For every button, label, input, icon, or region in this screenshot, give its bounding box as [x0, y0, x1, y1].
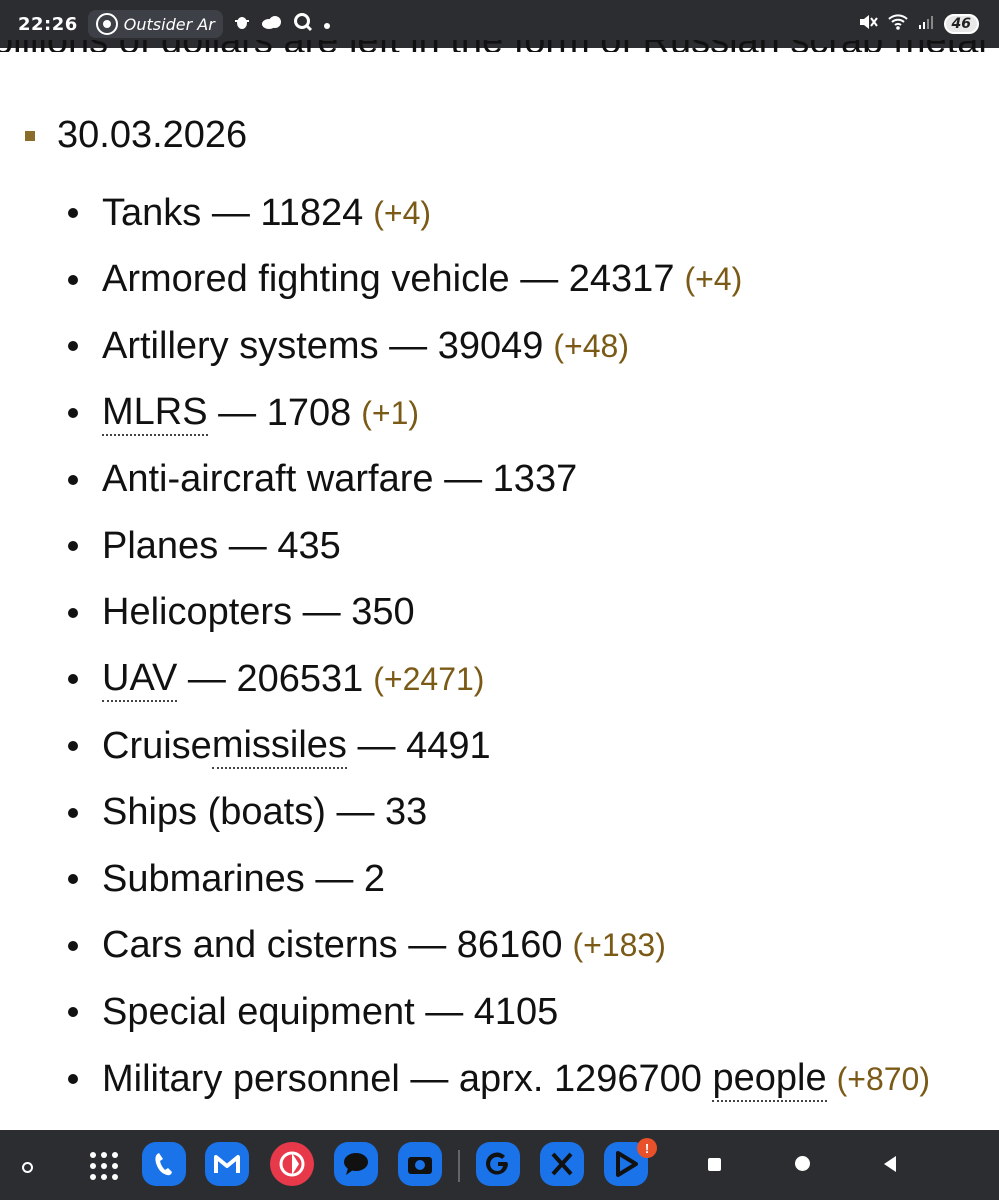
wifi-icon: [888, 13, 908, 36]
app-notification-icon: [96, 13, 118, 35]
item-name: Planes: [102, 524, 219, 567]
item-value: aprx. 1296700: [458, 1057, 702, 1100]
bullet-icon: [68, 874, 78, 884]
report-date: 30.03.2026: [57, 114, 248, 156]
bullet-icon: [68, 608, 78, 618]
list-item: [68, 846, 930, 913]
phone-app-icon[interactable]: [142, 1142, 186, 1186]
battery-indicator: 46: [944, 14, 979, 34]
messages-app-icon[interactable]: [334, 1142, 378, 1186]
separator: —: [315, 857, 354, 900]
item-name: Helicopters: [102, 591, 293, 634]
item-value: 33: [385, 791, 428, 834]
people-abbreviation[interactable]: people: [712, 1057, 826, 1102]
recent-small-icon[interactable]: [22, 1162, 33, 1173]
list-item: [68, 247, 930, 314]
separator: —: [410, 1057, 449, 1100]
mail-app-icon[interactable]: [205, 1142, 249, 1186]
list-item: [68, 979, 930, 1046]
list-item: [68, 713, 930, 780]
item-delta: (+2471): [373, 660, 485, 697]
mute-icon: [858, 12, 878, 37]
separator: —: [520, 258, 559, 301]
list-item: [68, 580, 930, 647]
dock-divider: [458, 1150, 460, 1182]
browser-app-icon[interactable]: [270, 1142, 314, 1186]
item-value: 4491: [406, 724, 491, 767]
list-item: [68, 446, 930, 513]
item-delta: (+48): [553, 327, 629, 364]
home-button[interactable]: [795, 1156, 810, 1171]
status-time: 22:26: [18, 13, 78, 35]
item-name: Military personnel: [102, 1057, 400, 1100]
separator: —: [218, 391, 257, 434]
item-delta: (+4): [684, 261, 743, 298]
search-icon: [293, 12, 313, 37]
separator: —: [302, 591, 341, 634]
item-delta: (+183): [572, 927, 666, 964]
list-item: [68, 779, 930, 846]
item-value: 435: [277, 524, 341, 567]
item-delta: (+1): [361, 394, 420, 431]
dot-icon: [323, 14, 331, 35]
bullet-icon: [68, 341, 78, 351]
missiles-abbreviation[interactable]: missiles: [212, 724, 347, 769]
google-app-icon[interactable]: [476, 1142, 520, 1186]
item-value: 39049: [437, 324, 544, 367]
item-name: Anti-aircraft warfare: [102, 458, 434, 501]
item-delta: (+4): [373, 194, 432, 231]
list-item: [68, 380, 930, 447]
cloud-icon: [261, 14, 283, 35]
item-name: Tanks: [102, 191, 202, 234]
bullet-icon: [68, 808, 78, 818]
item-value: 2: [363, 857, 386, 900]
separator: —: [425, 990, 464, 1033]
list-item: [68, 1046, 930, 1113]
bullet-icon: [68, 541, 78, 551]
item-value: 4105: [473, 990, 559, 1033]
separator: —: [211, 191, 250, 234]
bug-icon: [233, 13, 251, 36]
item-name: Ships (boats): [102, 791, 326, 834]
list-item: [68, 913, 930, 980]
item-name: Cruise: [102, 724, 212, 767]
list-item: [68, 180, 930, 247]
date-list-item: [25, 114, 247, 157]
item-name: Special equipment: [102, 990, 415, 1033]
mlrs-abbreviation[interactable]: MLRS: [102, 391, 208, 436]
item-name: Submarines: [102, 857, 305, 900]
separator: —: [389, 324, 428, 367]
item-value: 350: [351, 591, 415, 634]
list-item: [68, 513, 930, 580]
item-value: 1337: [492, 458, 578, 501]
back-button[interactable]: [884, 1156, 896, 1172]
item-value: 11824: [260, 191, 364, 234]
item-name: Cars and cisterns: [102, 924, 398, 967]
signal-icon: [918, 14, 934, 35]
item-value: 86160: [456, 924, 563, 967]
bullet-icon: [68, 408, 78, 418]
item-value: 24317: [568, 258, 675, 301]
bullet-icon: [68, 674, 78, 684]
bullet-icon: [68, 941, 78, 951]
square-bullet-icon: [25, 131, 35, 141]
separator: —: [228, 524, 267, 567]
bullet-icon: [68, 1007, 78, 1017]
notification-chip[interactable]: [88, 10, 223, 38]
notification-text: Outsider Ar: [123, 14, 215, 34]
notification-badge: !: [637, 1138, 657, 1158]
separator: —: [357, 724, 396, 767]
app-drawer-icon[interactable]: [90, 1152, 118, 1180]
camera-app-icon[interactable]: [398, 1142, 442, 1186]
bullet-icon: [68, 208, 78, 218]
bullet-icon: [68, 1074, 78, 1084]
list-item: [68, 646, 930, 713]
uav-abbreviation[interactable]: UAV: [102, 657, 177, 702]
item-value: 206531: [236, 657, 364, 700]
item-name: Artillery systems: [102, 324, 379, 367]
item-value: 1708: [266, 391, 352, 434]
list-item: [68, 313, 930, 380]
item-name: Armored fighting vehicle: [102, 258, 510, 301]
bullet-icon: [68, 275, 78, 285]
losses-list: [68, 180, 930, 1112]
recents-button[interactable]: [708, 1158, 721, 1171]
item-delta: (+870): [836, 1060, 930, 1097]
separator: —: [187, 657, 226, 700]
bullet-icon: [68, 741, 78, 751]
separator: —: [408, 924, 447, 967]
separator: —: [444, 458, 483, 501]
separator: —: [336, 791, 375, 834]
x-app-icon[interactable]: [540, 1142, 584, 1186]
bullet-icon: [68, 475, 78, 485]
navigation-bar: [0, 1130, 999, 1200]
